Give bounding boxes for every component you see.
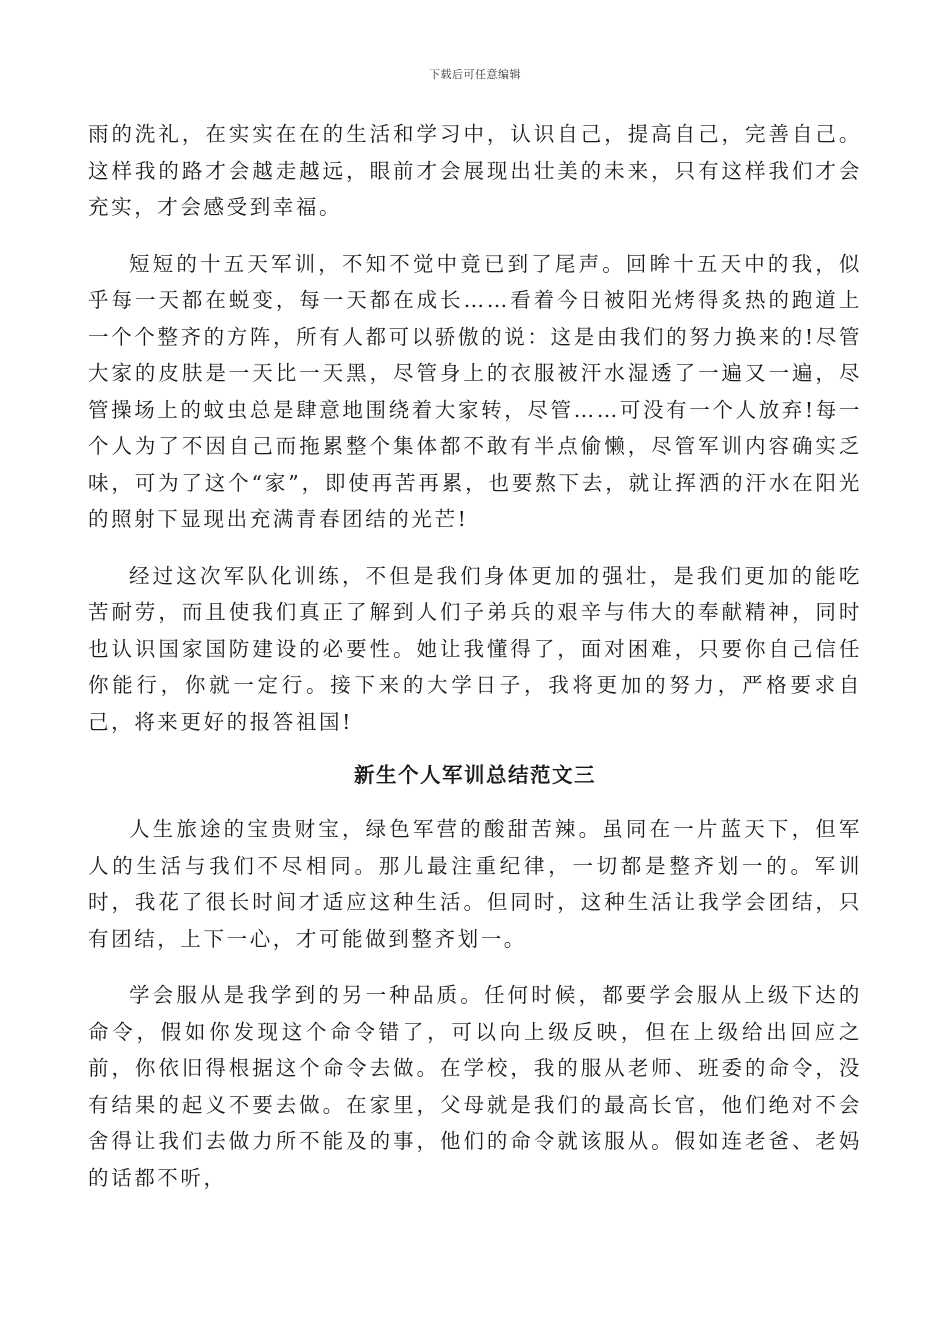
- paragraph-obedience: 学会服从是我学到的另一种品质。任何时候，都要学会服从上级下达的命令，假如你发现这个命令错了，可以向上级反映，但在上级给出回应之前，你依旧得根据这个命令去做。在学校，我的服从老师、班委的命令，没有结果的起义不要去做。在家里，父母就是我们的最高长官，他们绝对不会舍得让我们去做力所不能及的事，他们的命令就该服从。假如连老爸、老妈的话都不听，: [88, 983, 862, 1190]
- paragraph-army-life: 人生旅途的宝贵财宝，绿色军营的酸甜苦辣。虽同在一片蓝天下，但军人的生活与我们不尽相同。那儿最注重纪律，一切都是整齐划一的。军训时，我花了很长时间才适应这种生活。但同时，这种生活让我学会团结，只有团结，上下一心，才可能做到整齐划一。: [88, 817, 862, 951]
- paragraph-training-end: 短短的十五天军训，不知不觉中竟已到了尾声。回眸十五天中的我，似乎每一天都在蜕变，每一天都在成长……看着今日被阳光烤得炙热的跑道上一个个整齐的方阵，所有人都可以骄傲的说：这是由我们的努力换来的!尽管大家的皮肤是一天比一天黑，尽管身上的衣服被汗水湿透了一遍又一遍，尽管操场上的蚊虫总是肆意地围绕着大家转，尽管……可没有一个人放弃!每一个人为了不因自己而拖累整个集体都不敢有半点偷懒，尽管军训内容确实乏味，可为了这个“家”，即使再苦再累，也要熬下去，就让挥洒的汗水在阳光的照射下显现出充满青春团结的光芒!: [88, 251, 862, 531]
- document-body: [88, 116, 862, 1196]
- header-note: 下载后可任意编辑: [429, 68, 521, 81]
- paragraph-continued: 雨的洗礼，在实实在在的生活和学习中，认识自己，提高自己，完善自己。这样我的路才会越走越远，眼前才会展现出壮美的未来，只有这样我们才会充实，才会感受到幸福。: [88, 122, 862, 219]
- paragraph-training-benefits: 经过这次军队化训练，不但是我们身体更加的强壮，是我们更加的能吃苦耐劳，而且使我们真正了解到人们子弟兵的艰辛与伟大的奉献精神，同时也认识国家国防建设的必要性。她让我懂得了，面对困难，只要你自己信任你能行，你就一定行。接下来的大学日子，我将更加的努力，严格要求自己，将来更好的报答祖国!: [88, 563, 862, 734]
- section-title: 新生个人军训总结范文三: [354, 763, 596, 787]
